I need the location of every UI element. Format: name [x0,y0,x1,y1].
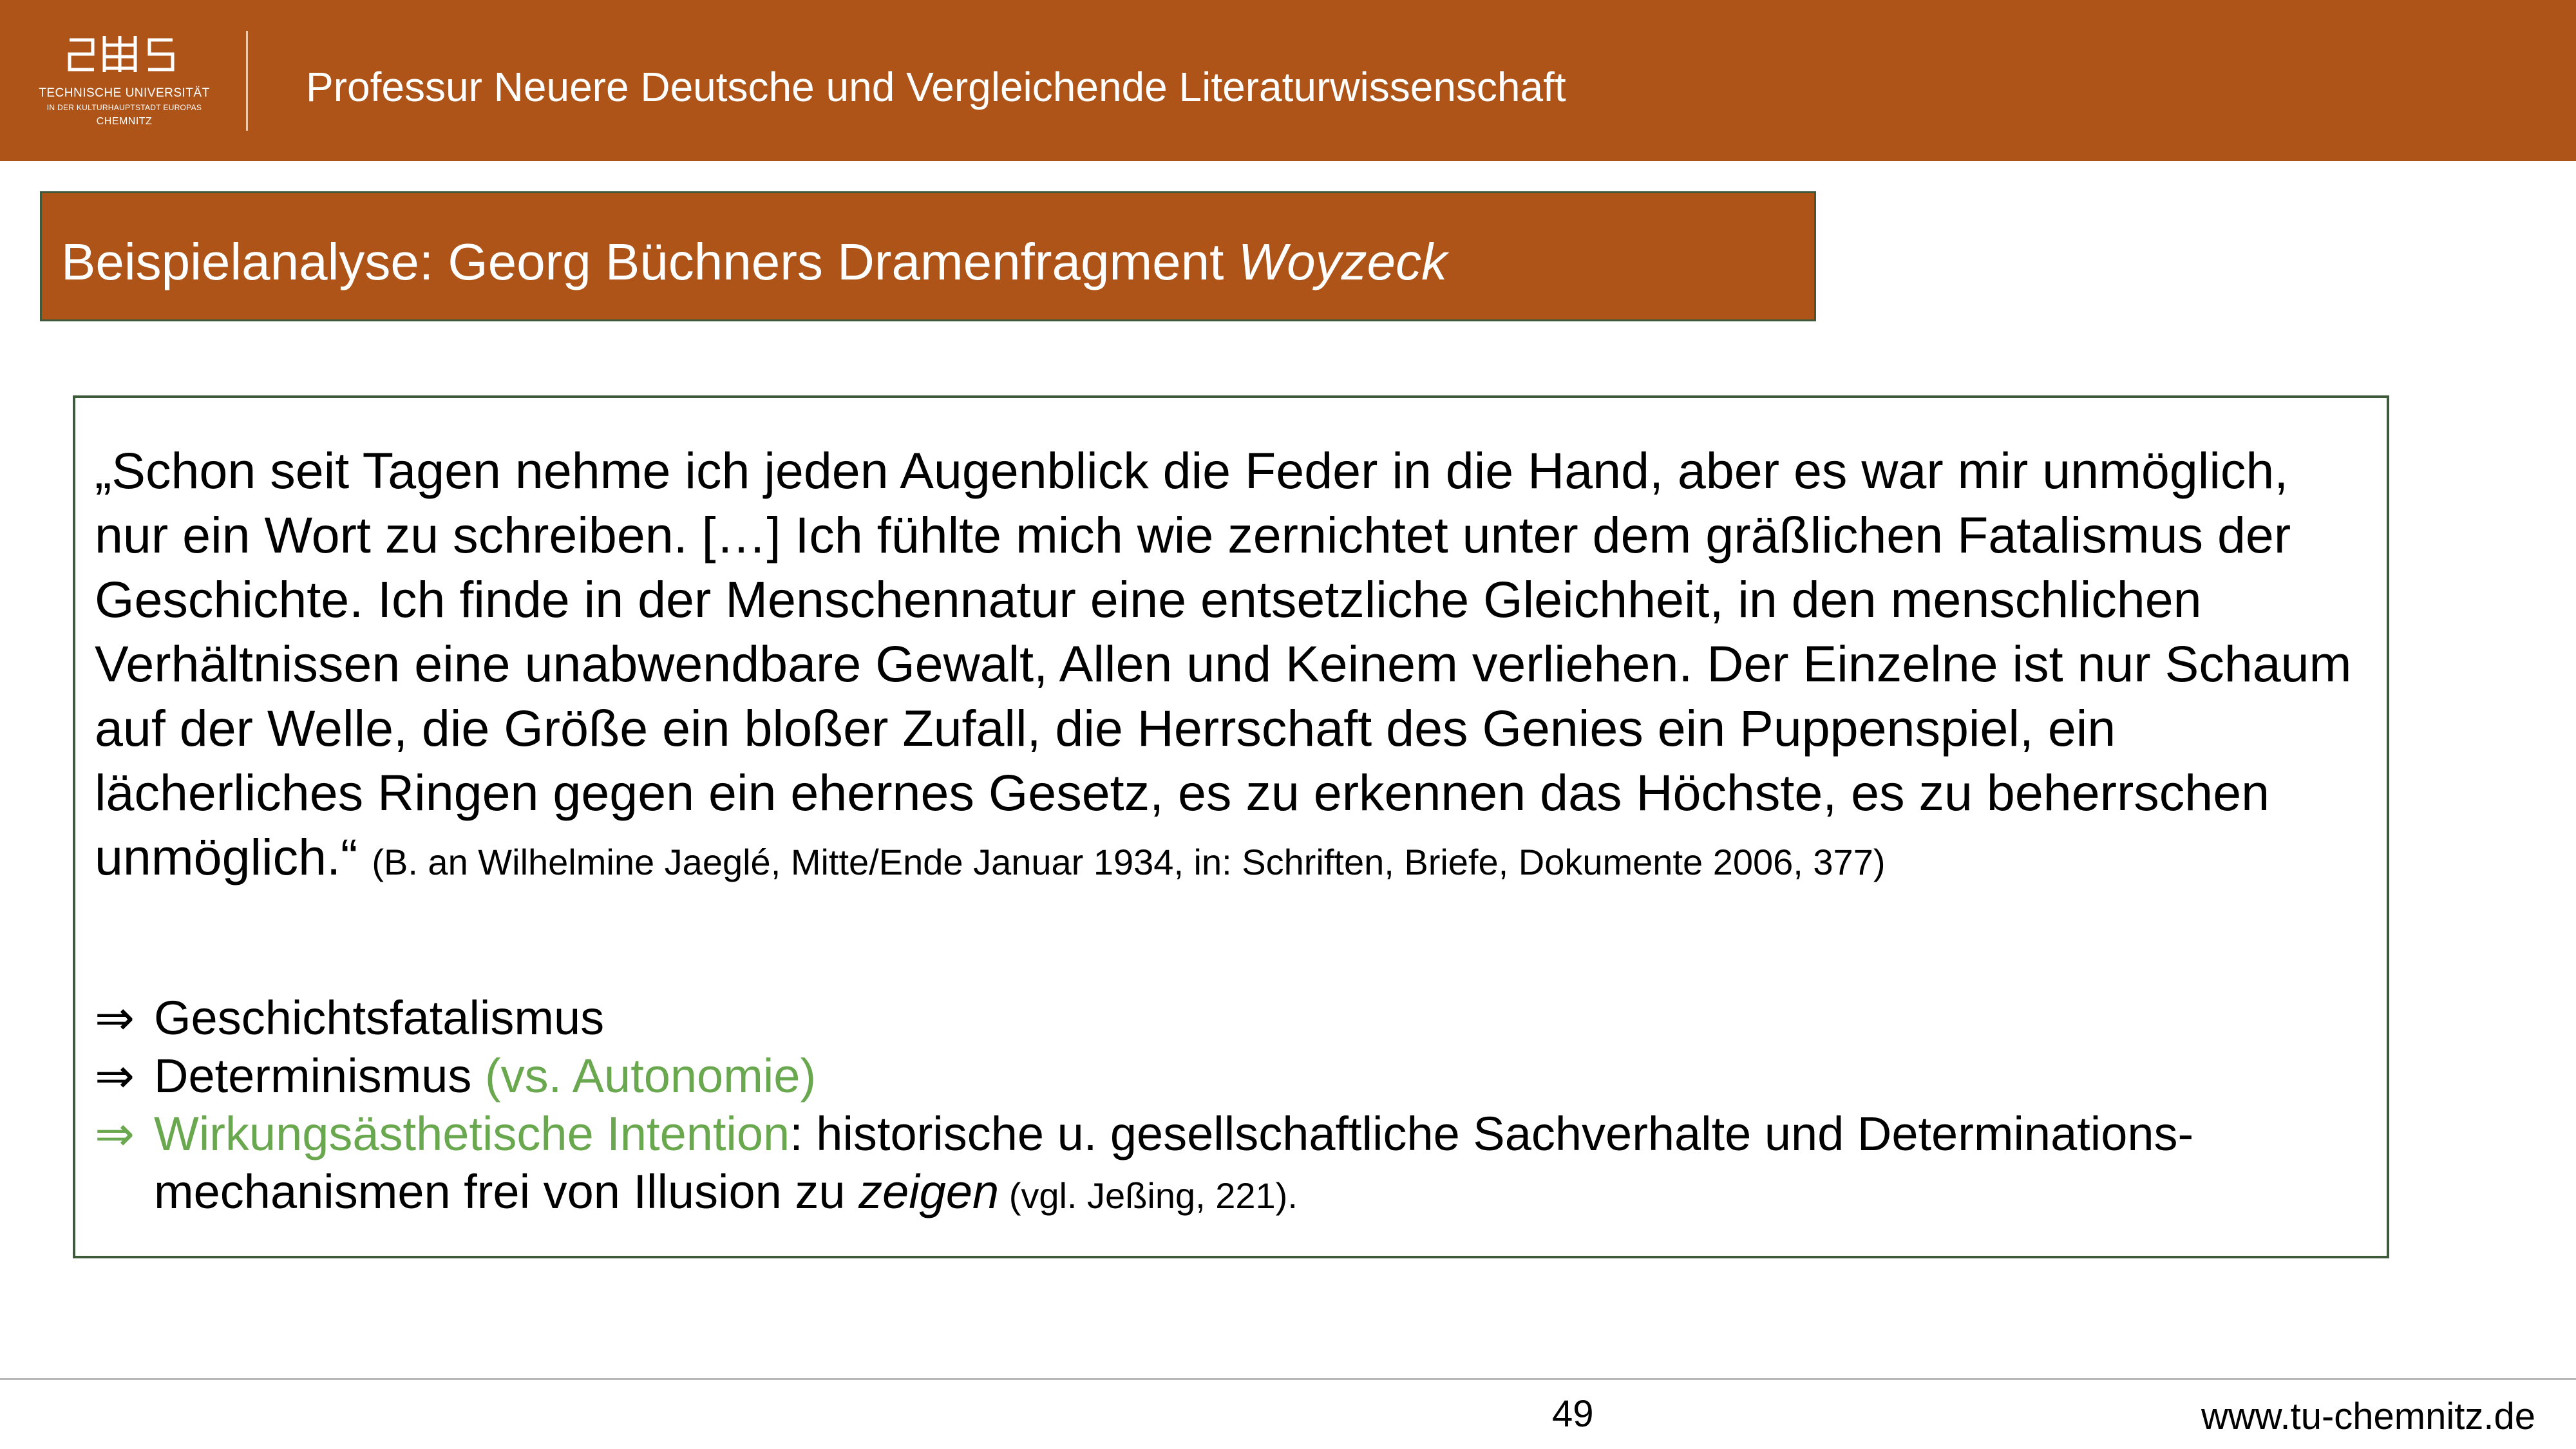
list-item-intention [95,1105,2374,1225]
logo-text-capital: IN DER KULTURHAUPTSTADT EUROPAS [46,103,202,112]
slide-title-box [40,191,1816,321]
footer-divider [0,1378,2576,1380]
point-2-text: Determinismus [154,1049,485,1103]
logo-text-city: CHEMNITZ [96,116,153,127]
implies-arrow-icon: ⇒ [95,1048,135,1104]
point-3-text: : historische u. gesellschaftliche Sachverhalte und Determinations-mechanismen frei von Illusion zu [154,1107,2194,1218]
quote-paragraph [95,439,2374,889]
header-bar [0,0,2576,161]
page-number: 49 [1552,1393,1594,1435]
slide-title-work: Woyzeck [1238,233,1448,290]
list-item-fatalism [95,989,2374,1047]
slide-title [61,233,1447,291]
university-logo [37,31,211,137]
point-3-reference: (vgl. Jeßing, 221). [999,1175,1298,1216]
point-3-label: Wirkungsästhetische Intention [154,1107,790,1160]
implies-arrow-icon: ⇒ [95,990,135,1046]
quote-source: (B. an Wilhelmine Jaeglé, Mitte/Ende Januar 1934, in: Schriften, Briefe, Dokumente 2006, 377) [372,842,1886,882]
point-1-text: Geschichtsfatalismus [154,991,605,1045]
logo-text-university: TECHNISCHE UNIVERSITÄT [39,86,210,100]
point-3-emphasis: zeigen [858,1165,999,1218]
logo-mark-icon [64,31,187,77]
list-item-determinism [95,1047,2374,1105]
quote-text: „Schon seit Tagen nehme ich jeden Augenblick die Feder in die Hand, aber es war mir unmöglich, nur ein Wort zu schreiben. […] Ich fühlte mich wie zernichtet unter dem gräßlichen Fatalismus der Geschichte. Ich finde in der Menschennatur eine entsetzliche Gleichheit, in den menschlichen Verhältnissen eine unabwendbare Gewalt, Allen und Keinem verliehen. Der Einzelne ist nur Schaum auf der Welle, die Größe ein bloßer Zufall, die Herrschaft des Genies ein Puppenspiel, ein lächerliches Ringen gegen ein ehernes Gesetz, es zu erkennen das Höchste, es zu beherrschen unmöglich.“ [95,442,2352,886]
website-link[interactable]: www.tu-chemnitz.de [2201,1396,2535,1437]
implies-arrow-icon: ⇒ [95,1106,135,1162]
content-box [73,395,2389,1258]
header-title: Professur Neuere Deutsche und Vergleichende Literaturwissenschaft [306,64,1566,110]
point-2-contrast: (vs. Autonomie) [485,1049,817,1103]
conclusion-list [95,989,2374,1225]
slide-title-prefix: Beispielanalyse: Georg Büchners Dramenfragment [61,233,1238,290]
header-divider [246,31,248,131]
